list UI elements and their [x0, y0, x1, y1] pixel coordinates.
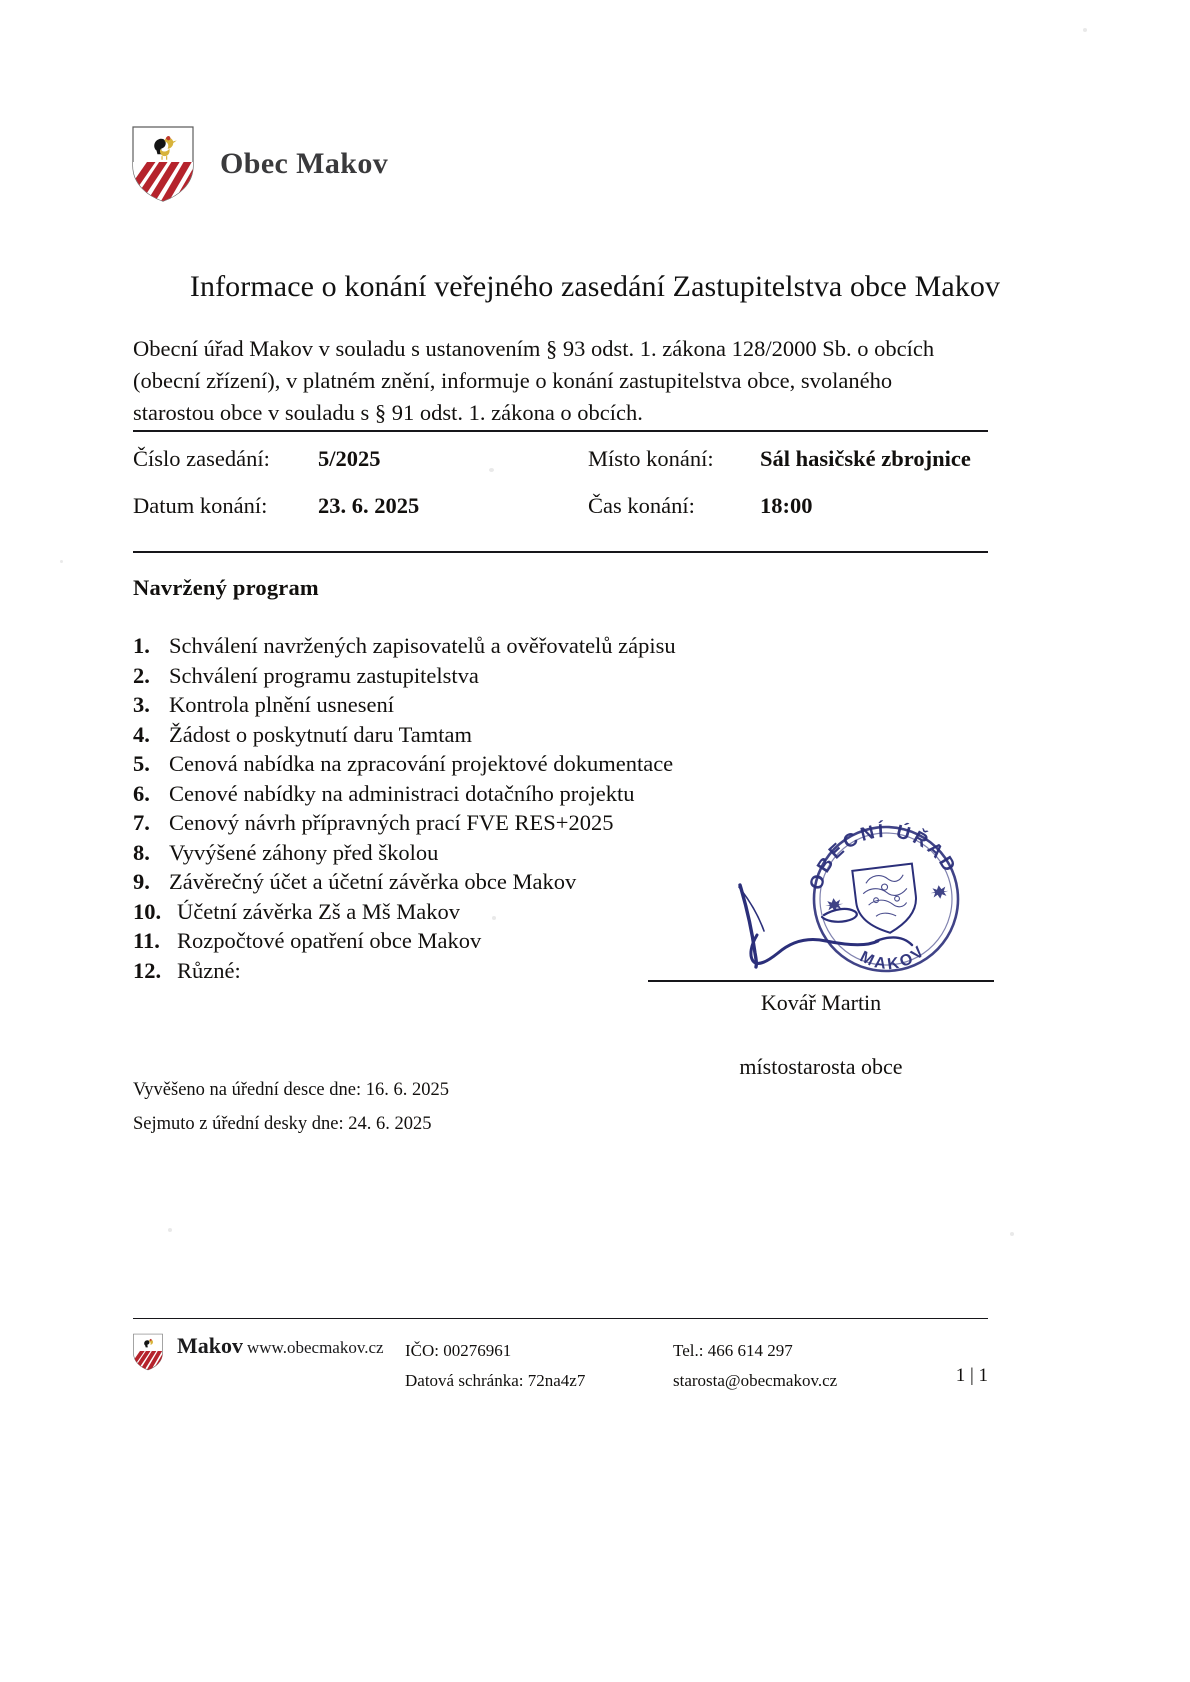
program-item-label: Cenové nabídky na administraci dotačního projektu — [169, 780, 635, 806]
program-item — [133, 749, 988, 779]
signatory-role: místostarosta obce — [739, 1054, 903, 1079]
program-item — [133, 661, 988, 691]
page-title: Informace o konání veřejného zasedání Zastupitelstva obce Makov — [189, 270, 1001, 304]
program-item-number: 6. — [133, 780, 150, 806]
divider-top — [133, 430, 988, 432]
page-number: 1 | 1 — [955, 1365, 988, 1386]
footer-website[interactable]: www.obecmakov.cz — [247, 1338, 384, 1357]
value-date: 23. 6. 2025 — [318, 493, 420, 518]
program-item-number: 10. — [133, 898, 162, 924]
program-item-label: Účetní závěrka Zš a Mš Makov — [177, 898, 461, 924]
footer-databox: Datová schránka: 72na4z7 — [405, 1371, 586, 1390]
org-name: Obec Makov — [220, 147, 389, 180]
scan-speck — [168, 1228, 172, 1232]
value-time: 18:00 — [760, 493, 813, 518]
svg-text:OBECNÍ ÚŘAD: OBECNÍ ÚŘAD — [805, 820, 961, 893]
program-item — [133, 838, 988, 868]
label-venue: Místo konání: — [588, 446, 714, 471]
removed-date: Sejmuto z úřední desky dne: 24. 6. 2025 — [133, 1114, 432, 1134]
program-item-label: Rozpočtové opatření obce Makov — [177, 928, 482, 953]
program-item-label: Různé: — [177, 957, 241, 983]
signatory-name: Kovář Martin — [760, 990, 882, 1015]
program-item-label: Schválení navržených zapisovatelů a ověřovatelů zápisu — [169, 633, 676, 658]
program-heading: Navržený program — [133, 575, 319, 600]
footer-column-contacts — [673, 1333, 923, 1396]
program-item-number: 3. — [133, 692, 150, 717]
program-item-number: 11. — [133, 928, 160, 953]
label-date: Datum konání: — [133, 493, 268, 518]
program-item-label: Závěrečný účet a účetní závěrka obce Makov — [169, 869, 577, 894]
footer-brand — [133, 1333, 405, 1371]
meeting-details-table — [133, 430, 988, 540]
program-item-number: 7. — [133, 810, 150, 835]
program-item-number: 4. — [133, 721, 150, 747]
signature-area — [648, 820, 994, 982]
program-item-label: Kontrola plnění usnesení — [169, 692, 394, 717]
program-item — [133, 720, 988, 750]
footer-ico: IČO: 00276961 — [405, 1341, 512, 1360]
program-item-label: Žádost o poskytnutí daru Tamtam — [169, 721, 472, 747]
program-item-number: 1. — [133, 633, 150, 658]
scan-speck — [1083, 28, 1087, 32]
label-meeting-number: Číslo zasedání: — [133, 446, 270, 471]
program-item-number: 9. — [133, 869, 150, 894]
table-row — [133, 446, 988, 493]
footer-coat-of-arms-icon — [133, 1333, 163, 1371]
divider-program — [133, 551, 988, 553]
program-item — [133, 808, 988, 838]
label-time: Čas konání: — [588, 493, 695, 518]
posting-dates — [133, 1073, 449, 1141]
scan-speck — [1010, 1232, 1014, 1236]
program-item-label: Vyvýšené záhony před školou — [169, 839, 439, 865]
scan-speck — [60, 560, 63, 563]
posted-date: Vyvěšeno na úřední desce dne: 16. 6. 2025 — [133, 1080, 449, 1100]
program-item-label: Schválení programu zastupitelstva — [169, 662, 479, 688]
signature-line — [648, 980, 994, 982]
footer-divider — [133, 1318, 988, 1319]
intro-paragraph: Obecní úřad Makov v souladu s ustanovením § 93 odst. 1. zákona 128/2000 Sb. o obcích (obecní zřízení), v platném znění, informuje o konání zastupitelstva obce, svolaného starostou obce v souladu s § 91 odst. 1. zákona o obcích. — [133, 335, 935, 425]
program-item-number: 12. — [133, 957, 162, 983]
program-item-number: 8. — [133, 839, 150, 865]
program-item-label: Cenový návrh přípravných prací FVE RES+2025 — [169, 810, 614, 835]
document-header — [132, 126, 388, 202]
program-item — [133, 867, 988, 897]
value-meeting-number: 5/2025 — [318, 446, 381, 471]
program-item-label: Cenová nabídka na zpracování projektové dokumentace — [169, 751, 674, 776]
footer-brand-name: Makov — [177, 1333, 243, 1358]
table-row — [133, 493, 988, 540]
footer-column-identifiers — [405, 1333, 673, 1396]
signature-block — [648, 820, 994, 1080]
footer-phone: Tel.: 466 614 297 — [673, 1341, 793, 1360]
program-item — [133, 631, 988, 661]
svg-text:MAKOV: MAKOV — [857, 941, 930, 974]
program-item-number: 2. — [133, 662, 150, 688]
coat-of-arms-icon — [132, 126, 194, 202]
program-item — [133, 779, 988, 809]
footer-email[interactable]: starosta@obecmakov.cz — [673, 1371, 838, 1390]
document-footer — [133, 1318, 988, 1396]
program-item — [133, 690, 988, 720]
value-venue: Sál hasičské zbrojnice — [760, 446, 971, 471]
program-item-number: 5. — [133, 751, 150, 776]
